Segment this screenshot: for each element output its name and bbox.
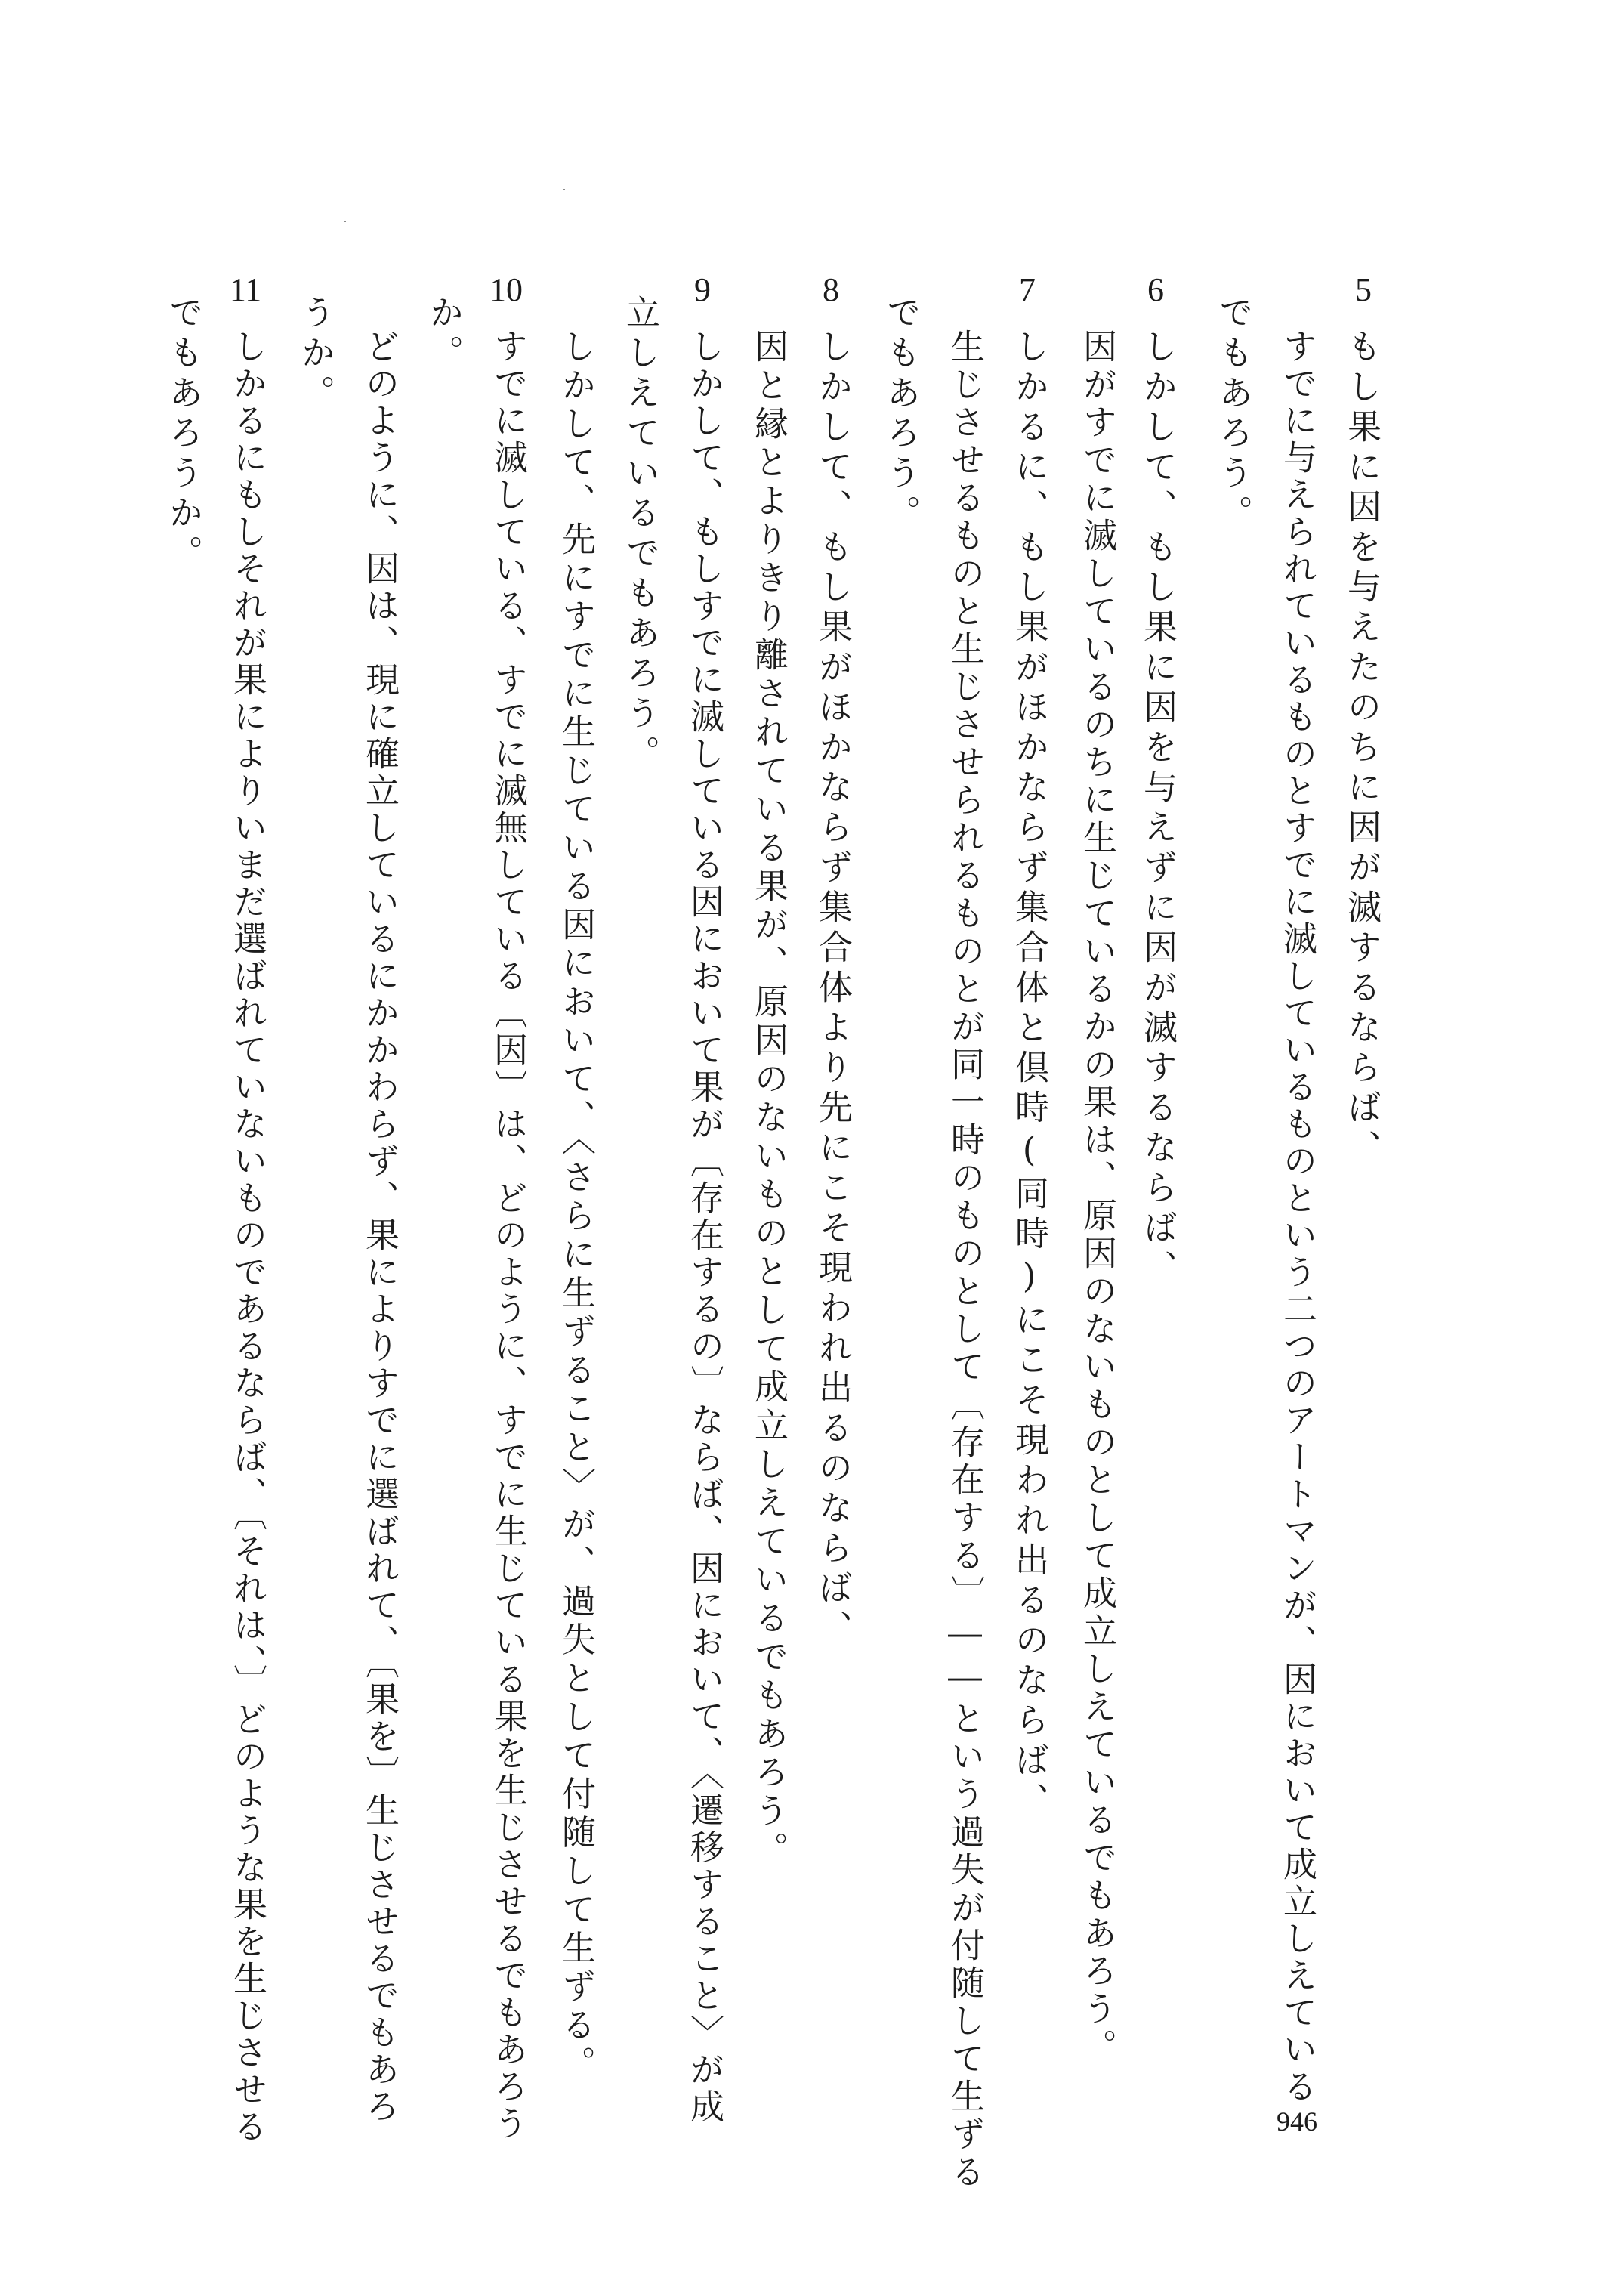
verse-10-line: すでに滅している、すでに滅無している〔因〕は、どのように、すでに生じている果を生じさせるでもあろう (488, 329, 528, 2143)
verse-9-line: しかして、先にすでに生じている因において、〈さらに生ずること〉が、過失として付随して生ずる。 (556, 329, 596, 2084)
verse-7-line: 生じさせるものと生じさせられるものとが同一時のものとして〔存在する〕――という過失が付随して生ずる (945, 329, 985, 2192)
scan-speck (563, 189, 565, 190)
verse-number: 11 (229, 271, 262, 308)
verse-5-line: でもあろう。 (1213, 295, 1253, 535)
verse-number: 6 (1147, 271, 1164, 308)
verse-10-line: どのように、因は、現に確立しているにかかわらず、果によりすでに選ばれて、〔果を〕生じさせるでもあろ (360, 329, 400, 2126)
page-number: 946 (1277, 2106, 1317, 2137)
verse-6-line: しかして、もし果に因を与えずに因が滅するならば、 (1138, 329, 1178, 1290)
verse-5-line: もし果に因を与えたのちに因が滅するならば、 (1341, 329, 1382, 1170)
verse-number: 10 (489, 271, 523, 308)
verse-11-line: しかるにもしそれが果によりいまだ選ばれていないものであるならば、〔それは、〕どのような果を生じさせる (227, 329, 267, 2146)
verse-10-line: か。 (424, 295, 464, 375)
verse-6-line: 因がすでに滅しているのちに生じているかの果は、原因のないものとして成立しえているでもあろう。 (1077, 329, 1117, 2066)
verse-11-line: でもあろうか。 (163, 295, 203, 575)
verse-number: 7 (1019, 271, 1036, 308)
scan-speck (344, 221, 346, 222)
verse-number: 8 (823, 271, 839, 308)
verse-7-line: しかるに、もし果がほかならず集合体と倶時(同時)にこそ現われ出るのならば、 (1009, 329, 1049, 1822)
verse-8-line: 因と縁とよりきり離されている果が、原因のないものとして成立しえているでもあろう。 (749, 329, 789, 1870)
verse-number: 5 (1355, 271, 1372, 308)
verse-7-line: でもあろう。 (881, 295, 921, 535)
verse-number: 9 (694, 271, 711, 308)
verse-9-line: しかして、もしすでに滅している因において果が〔存在するの〕ならば、因において、〈遷移すること〉が成 (684, 329, 724, 2126)
verse-9-line: 立しえているでもあろう。 (620, 295, 660, 775)
verse-5-line: すでに与えられているものとすでに滅しているものという二つのアートマンが、因において成立しえている (1277, 329, 1317, 2106)
verse-10-line: うか。 (295, 295, 335, 415)
verse-8-line: しかして、もし果がほかならず集合体より先にこそ現われ出るのならば、 (813, 329, 853, 1650)
